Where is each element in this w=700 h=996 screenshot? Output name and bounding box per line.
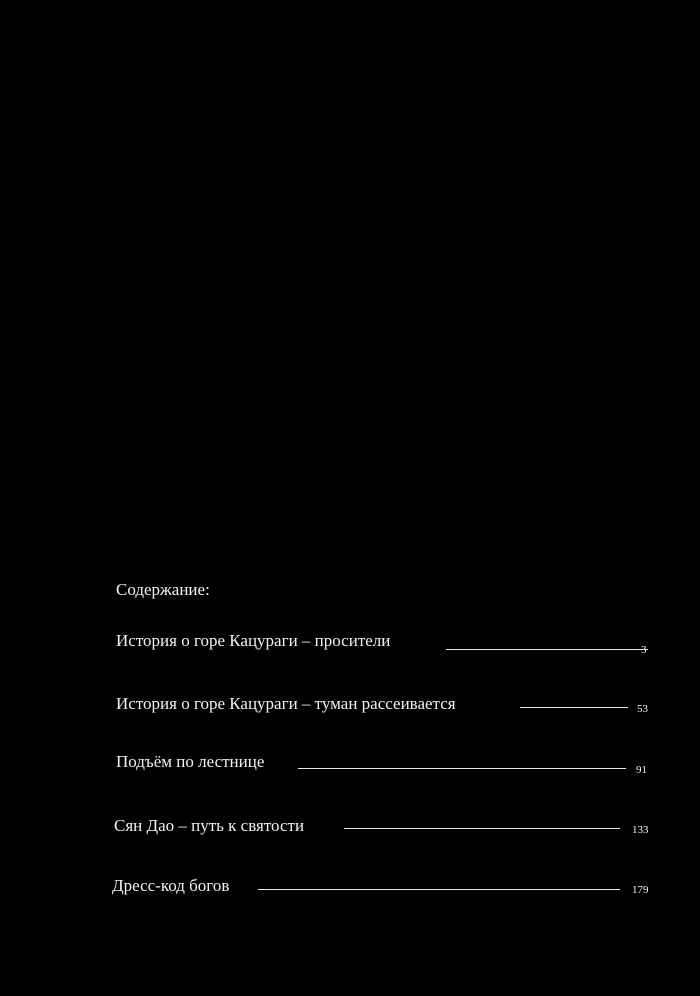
toc-leader-line <box>344 828 620 829</box>
toc-entry-page: 179 <box>632 884 649 896</box>
toc-entry-label: Дресс-код богов <box>112 876 230 895</box>
toc-entry-page: 53 <box>637 703 648 715</box>
toc-entry-label: История о горе Кацураги – просители <box>116 631 391 650</box>
toc-leader-line <box>446 649 648 650</box>
toc-entry[interactable] <box>114 816 654 840</box>
toc-entry-label: Сян Дао – путь к святости <box>114 816 305 835</box>
toc-title: Содержание: <box>116 580 210 599</box>
toc-entry-page: 133 <box>632 824 649 836</box>
toc-entry[interactable] <box>112 876 652 900</box>
toc-entry-label: Подъём по лестнице <box>116 752 265 771</box>
toc-entry-page: 3 <box>641 644 647 656</box>
toc-leader-line <box>298 768 626 769</box>
toc-entry[interactable] <box>116 752 656 776</box>
toc-entry[interactable] <box>116 631 656 655</box>
toc-entry-label: История о горе Кацураги – туман рассеивается <box>116 694 456 713</box>
toc-entry[interactable] <box>116 694 656 718</box>
toc-entry-page: 91 <box>636 764 647 776</box>
toc-leader-line <box>520 707 628 708</box>
toc-leader-line <box>258 889 620 890</box>
